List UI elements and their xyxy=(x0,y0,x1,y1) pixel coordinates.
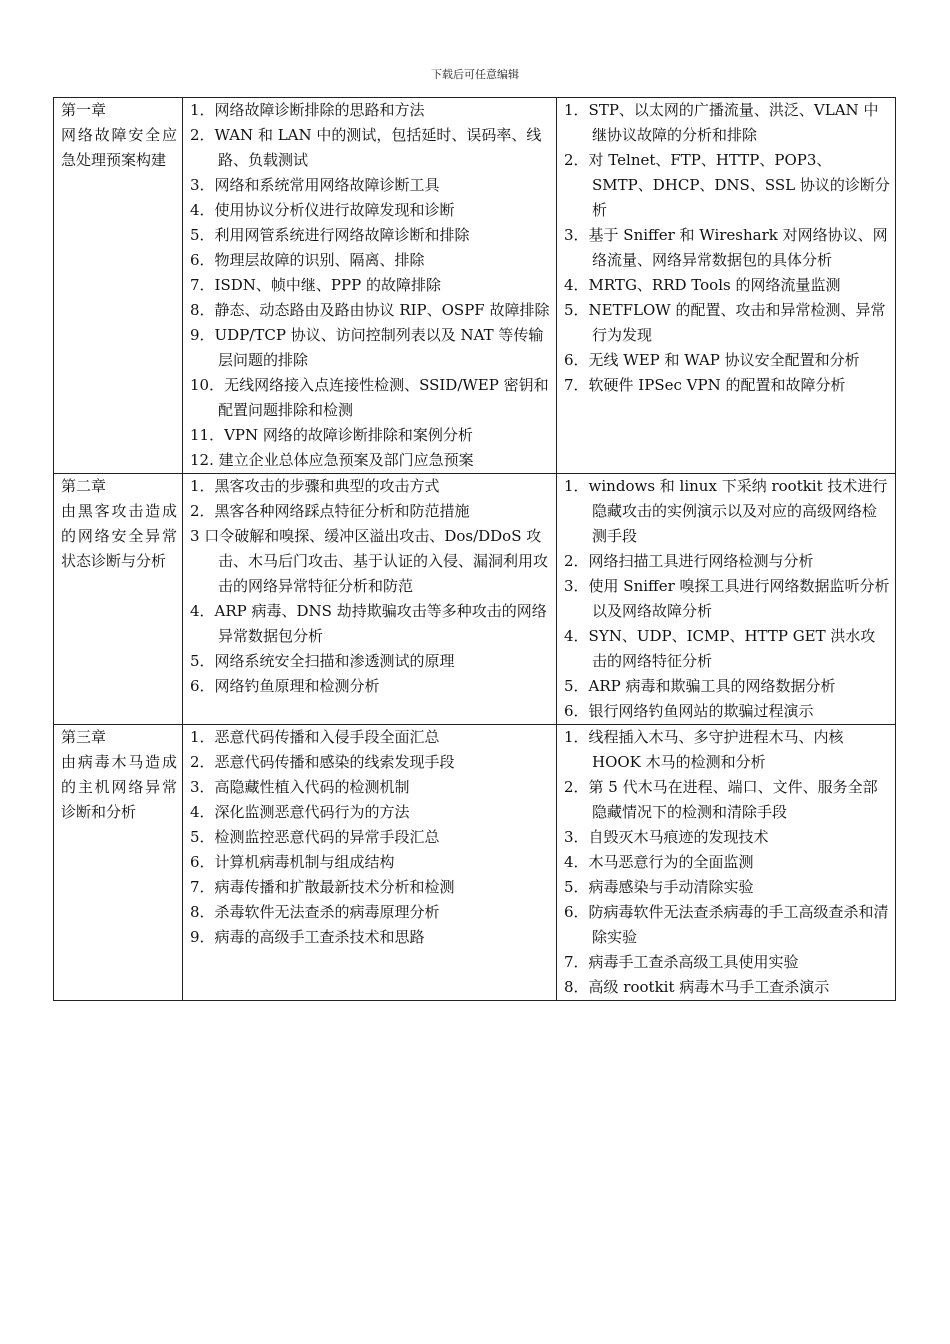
list-item: 5．网络系统安全扫描和渗透测试的原理 xyxy=(190,652,455,670)
list-item: 7．病毒手工查杀高级工具使用实验 xyxy=(564,953,799,971)
course-outline-body xyxy=(54,98,896,1001)
list-item: 7．病毒传播和扩散最新技术分析和检测 xyxy=(190,878,455,896)
list-item: 1．恶意代码传播和入侵手段全面汇总 xyxy=(190,728,440,746)
list-item: 2．黑客各种网络踩点特征分析和防范措施 xyxy=(190,502,470,520)
list-item: 1．STP、以太网的广播流量、洪泛、VLAN 中继协议故障的分析和排除 xyxy=(564,101,879,144)
theory-cell xyxy=(183,474,557,725)
chapter-number: 第三章 xyxy=(61,728,107,746)
practice-cell xyxy=(557,474,896,725)
course-outline-table xyxy=(53,97,896,1001)
theory-cell xyxy=(183,725,557,1001)
list-item: 9．病毒的高级手工查杀技术和思路 xyxy=(190,928,425,946)
list-item: 10．无线网络接入点连接性检测、SSID/WEP 密钥和配置问题排除和检测 xyxy=(190,376,549,419)
chapter-cell xyxy=(54,98,183,474)
chapter-number: 第二章 xyxy=(61,477,107,495)
list-item: 5．利用网管系统进行网络故障诊断和排除 xyxy=(190,226,470,244)
list-item: 8．杀毒软件无法查杀的病毒原理分析 xyxy=(190,903,440,921)
list-item: 4．深化监测恶意代码行为的方法 xyxy=(190,803,410,821)
chapter-number: 第一章 xyxy=(61,101,107,119)
chapter-row xyxy=(54,474,896,725)
list-item: 4．木马恶意行为的全面监测 xyxy=(564,853,754,871)
list-item: 4．ARP 病毒、DNS 劫持欺骗攻击等多种攻击的网络异常数据包分析 xyxy=(190,602,547,645)
list-item: 1．windows 和 linux 下采纳 rootkit 技术进行隐藏攻击的实例演示以及对应的高级网络检测手段 xyxy=(564,477,888,545)
chapter-cell xyxy=(54,474,183,725)
chapter-title: 由病毒木马造成的主机网络异常诊断和分析 xyxy=(61,753,177,821)
list-item: 3．基于 Sniffer 和 Wireshark 对网络协议、网络流量、网络异常数据包的具体分析 xyxy=(564,226,888,269)
list-item: 1．黑客攻击的步骤和典型的攻击方式 xyxy=(190,477,440,495)
list-item: 3．网络和系统常用网络故障诊断工具 xyxy=(190,176,440,194)
theory-list xyxy=(190,474,551,699)
practice-list xyxy=(564,98,890,398)
list-item: 2．恶意代码传播和感染的线索发现手段 xyxy=(190,753,455,771)
list-item: 3 口令破解和嗅探、缓冲区溢出攻击、Dos/DDoS 攻击、木马后门攻击、基于认证的入侵、漏洞利用攻击的网络异常特征分析和防范 xyxy=(190,527,549,595)
practice-list xyxy=(564,474,890,724)
list-item: 5．ARP 病毒和欺骗工具的网络数据分析 xyxy=(564,677,836,695)
list-item: 9．UDP/TCP 协议、访问控制列表以及 NAT 等传输层问题的排除 xyxy=(190,326,544,369)
list-item: 3．自毁灭木马痕迹的发现技术 xyxy=(564,828,769,846)
list-item: 6．防病毒软件无法查杀病毒的手工高级查杀和清除实验 xyxy=(564,903,889,946)
page-header: 下载后可任意编辑 xyxy=(431,68,519,81)
list-item: 1．网络故障诊断排除的思路和方法 xyxy=(190,101,425,119)
list-item: 6．无线 WEP 和 WAP 协议安全配置和分析 xyxy=(564,351,860,369)
list-item: 4．MRTG、RRD Tools 的网络流量监测 xyxy=(564,276,841,294)
list-item: 5．病毒感染与手动清除实验 xyxy=(564,878,754,896)
theory-cell xyxy=(183,98,557,474)
list-item: 6．银行网络钓鱼网站的欺骗过程演示 xyxy=(564,702,814,720)
theory-list xyxy=(190,725,551,950)
chapter-title: 网络故障安全应急处理预案构建 xyxy=(61,126,177,169)
list-item: 8．高级 rootkit 病毒木马手工查杀演示 xyxy=(564,978,830,996)
list-item: 2．对 Telnet、FTP、HTTP、POP3、SMTP、DHCP、DNS、SSL 协议的诊断分析 xyxy=(564,151,890,219)
list-item: 8．静态、动态路由及路由协议 RIP、OSPF 故障排除 xyxy=(190,301,550,319)
list-item: 11．VPN 网络的故障诊断排除和案例分析 xyxy=(190,426,473,444)
list-item: 6．网络钓鱼原理和检测分析 xyxy=(190,677,380,695)
list-item: 4．使用协议分析仪进行故障发现和诊断 xyxy=(190,201,455,219)
chapter-cell xyxy=(54,725,183,1001)
list-item: 3．高隐藏性植入代码的检测机制 xyxy=(190,778,410,796)
list-item: 12. 建立企业总体应急预案及部门应急预案 xyxy=(190,451,474,469)
theory-list xyxy=(190,98,551,473)
chapter-title: 由黑客攻击造成的网络安全异常状态诊断与分析 xyxy=(61,502,177,570)
list-item: 7．软硬件 IPSec VPN 的配置和故障分析 xyxy=(564,376,846,394)
list-item: 6．计算机病毒机制与组成结构 xyxy=(190,853,395,871)
list-item: 4．SYN、UDP、ICMP、HTTP GET 洪水攻击的网络特征分析 xyxy=(564,627,876,670)
chapter-row xyxy=(54,98,896,474)
list-item: 6．物理层故障的识别、隔离、排除 xyxy=(190,251,425,269)
practice-list xyxy=(564,725,890,1000)
list-item: 1．线程插入木马、多守护进程木马、内核 HOOK 木马的检测和分析 xyxy=(564,728,844,771)
practice-cell xyxy=(557,725,896,1001)
practice-cell xyxy=(557,98,896,474)
chapter-row xyxy=(54,725,896,1001)
list-item: 5．NETFLOW 的配置、攻击和异常检测、异常行为发现 xyxy=(564,301,886,344)
list-item: 5．检测监控恶意代码的异常手段汇总 xyxy=(190,828,440,846)
list-item: 7．ISDN、帧中继、PPP 的故障排除 xyxy=(190,276,441,294)
list-item: 2．网络扫描工具进行网络检测与分析 xyxy=(564,552,814,570)
list-item: 3．使用 Sniffer 嗅探工具进行网络数据监听分析以及网络故障分析 xyxy=(564,577,890,620)
list-item: 2．WAN 和 LAN 中的测试，包括延时、误码率、线路、负载测试 xyxy=(190,126,542,169)
list-item: 2．第 5 代木马在进程、端口、文件、服务全部隐藏情况下的检测和清除手段 xyxy=(564,778,878,821)
